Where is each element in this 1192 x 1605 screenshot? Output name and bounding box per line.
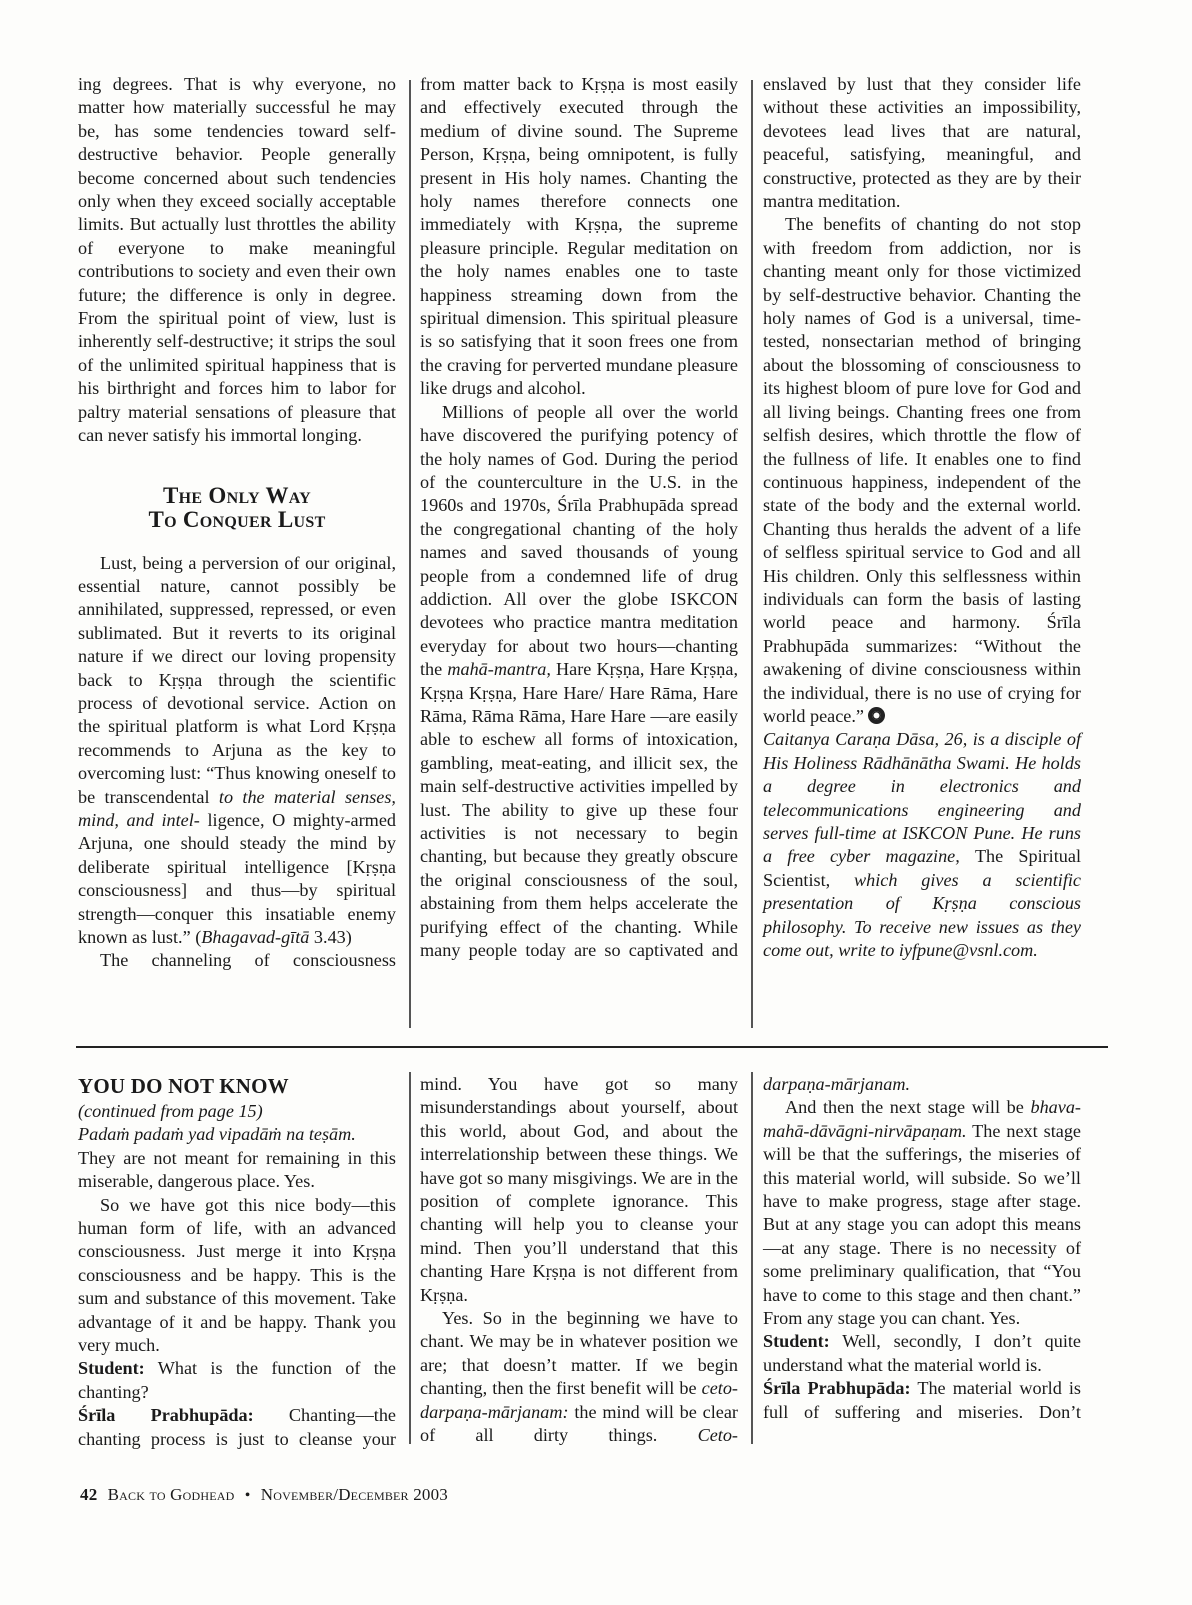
term-continuation <box>763 1073 1081 1096</box>
magazine-name: Back to Godhead <box>107 1485 235 1504</box>
text-run: Lust, being a perversion of our original, essential nature, cannot possibly be annihilated, suppressed, repressed, or even sublimated. But it reverts to its original nature if we direct our loving propensity back to Kṛṣṇa through the scientific process of devotional service. Action on the spiritual platform is what Lord Kṛṣṇa recommends to Arjuna as the key to overcoming lust: “Thus knowing oneself to be transcendental <box>78 552 396 807</box>
text-run: And then the next stage will be <box>785 1097 1031 1118</box>
bio-italic: Caitanya Caraṇa Dāsa, 26, is a disciple of His Holiness Rādhānātha Swami. He holds a degree in electronics and telecommunications engineering and serves full-time at ISKCON Pune. He runs a free cyber magazine, <box>763 729 1081 867</box>
body-paragraph: The channeling of consciousness <box>100 950 396 971</box>
sanskrit-term: bhava-mahā-dāvāgni-nirvāpaṇam. <box>763 1097 1081 1141</box>
body-paragraph: enslaved by lust that they consider life without these activities an impossibility, devotees lead lives that are natural, peaceful, satisfying, meaningful, and constructive, protected as they are by their mantra meditation. <box>763 74 1081 212</box>
article-separator-rule <box>76 1046 1108 1048</box>
sanskrit-term: Ceto- <box>697 1425 738 1446</box>
sanskrit-term: darpaṇa-mārjanam. <box>763 1074 911 1094</box>
article-title: YOU DO NOT KNOW <box>78 1074 289 1098</box>
text-run: Hare Kṛṣṇa, Hare Kṛṣṇa, Kṛṣṇa Kṛṣṇa, Hare Hare/ Hare Rāma, Hare Rāma, Rāma Rāma, Hare Hare —are easily able to eschew all forms of intoxication, gambling, meat-eating, and illicit sex, the main self-destructive activities impelled by lust. The ability to give up these four activities is not necessary to begin chanting, but because they greatly obscure the original consciousness of the soul, abstaining from them helps accelerate the purifying effect of the chanting. While many people today are so captivated and <box>420 659 738 961</box>
issue-date: November/December 2003 <box>260 1485 449 1504</box>
dialogue-text: Chanting—the chanting process is just to cleanse your <box>78 1405 397 1449</box>
body-paragraph <box>763 213 1081 728</box>
sanskrit-term: mahā-mantra, <box>447 659 551 680</box>
top-article-column-2 <box>420 73 738 962</box>
speaker-label: Śrīla Prabhupāda: <box>78 1405 254 1426</box>
citation-title: Bhagavad-gītā <box>201 927 310 947</box>
speaker-label: Student: <box>78 1358 145 1379</box>
bio-magazine-title: The Spiritual Scientist, <box>763 846 1082 890</box>
speaker-label: Śrīla Prabhupāda: <box>763 1378 911 1399</box>
lotus-end-mark-icon <box>868 707 885 724</box>
top-article-column-1 <box>78 73 396 973</box>
dialogue-prabhupada <box>763 1377 1081 1424</box>
section-subhead <box>78 484 396 532</box>
column-divider <box>409 1072 411 1444</box>
dialogue-text: Well, secondly, I don’t quite understand what the material world is. <box>763 1331 1081 1375</box>
sanskrit-verse: Padaṁ padaṁ yad vipadāṁ na teṣām. <box>78 1124 356 1145</box>
continued-from-label: (continued from page 15) <box>78 1101 263 1121</box>
citation-ref: 3.43) <box>309 927 352 947</box>
text-run: Millions of people all over the world have discovered the purifying potency of the holy names of God. During the period of the counterculture in the U.S. in the 1960s and 1970s, Śrīla Prabhupāda spread the congregational chanting of the holy names and saved thousands of young people from a condemned life of drug addiction. All over the globe ISKCON devotees who practice mantra meditation everyday for about two hours—chanting the <box>420 401 738 680</box>
text-run: ligence, O mighty-armed Arjuna, one should steady the mind by deliberate spiritual intelligence [Kṛṣṇa consciousness] and thus—by spiritual strength—conquer this insatiable enemy known as lust.” ( <box>78 809 396 947</box>
page-footer <box>80 1485 448 1505</box>
bottom-article-column-2 <box>420 1073 738 1448</box>
body-paragraph <box>78 552 396 950</box>
page-number: 42 <box>80 1485 98 1504</box>
sanskrit-term: ceto-darpaṇa-mārjanam: <box>420 1378 738 1422</box>
body-paragraph <box>420 1307 738 1447</box>
body-paragraph: mind. You have got so many misunderstandings about yourself, about this world, about God, and about the interrelationship between these things. We have got so many misgivings. We are in the position of complete ignorance. This chanting will help you to cleanse your mind. Then you’ll understand that this chanting Hare Kṛṣṇa is not different from Kṛṣṇa. <box>420 1074 738 1305</box>
body-paragraph <box>420 401 738 963</box>
speaker-label: Student: <box>763 1331 830 1352</box>
subhead-line: The Only Way <box>163 482 311 508</box>
text-run: The benefits of chanting do not stop with freedom from addiction, nor is chanting meant only for those victimized by self-destructive behavior. Chanting the holy names of God is a universal, time-tested, nonsectarian method of bringing about the blossoming of consciousness to its highest bloom of pure love for God and all living beings. Chanting frees one from selfish desires, which throttle the flow of the fullness of life. It enables one to find continuous happiness, independent of the state of the body and the external world. Chanting thus heralds the advent of a life of selfless spiritual service to God and all His children. Only this selflessness within individuals can form the basis of lasting world peace and harmony. Śrīla Prabhupāda summarizes: “Without the awakening of divine consciousness within the individual, there is no use of crying for world peace.” <box>763 214 1081 726</box>
dialogue-student <box>763 1330 1081 1377</box>
dialogue-text: What is the function of the chanting? <box>78 1358 396 1402</box>
author-bio <box>763 728 1081 962</box>
body-paragraph: They are not meant for remaining in this miserable, dangerous place. Yes. <box>78 1147 396 1192</box>
body-paragraph: ing degrees. That is why everyone, no matter how materially successful he may be, has some tendencies toward self-destructive behavior. People generally become concerned about such tendencies only when they exceed socially acceptable limits. But actually lust throttles the ability of everyone to make meaningful contributions to society and even their own future; the difference is only in degree. From the spiritual point of view, lust is inherently self-destructive; it strips the soul of the unlimited spiritual happiness that is his birthright and forces him to labor for paltry material sensations of pleasure that can never satisfy his immortal longing. <box>78 74 396 446</box>
dialogue-text: The material world is full of suffering and miseries. Don’t <box>763 1378 1082 1422</box>
column-divider <box>751 1072 753 1444</box>
column-divider <box>751 80 753 1028</box>
bottom-article-column-3 <box>763 1073 1081 1424</box>
body-paragraph <box>763 1096 1081 1330</box>
continued-note <box>78 1100 396 1123</box>
text-run: the mind will be clear of all dirty things. <box>420 1401 738 1446</box>
verse-line <box>78 1123 396 1146</box>
dialogue-student <box>78 1357 396 1404</box>
subhead-line: To Conquer Lust <box>148 506 326 532</box>
top-article-column-3 <box>763 73 1081 962</box>
bio-italic: which gives a scientific presentation of Kṛṣṇa conscious philosophy. To receive new issues as they come out, write to iyfpune@vsnl.com. <box>763 869 1081 961</box>
body-paragraph: So we have got this nice body—this human form of life, with an advanced consciousness. Just merge it into Kṛṣṇa consciousness and be happy. This is the sum and substance of this movement. Take advantage of it and be happy. Thank you very much. <box>78 1194 396 1356</box>
dialogue-prabhupada <box>78 1404 396 1451</box>
column-divider <box>409 80 411 1028</box>
body-paragraph: from matter back to Kṛṣṇa is most easily and effectively executed through the medium of divine sound. The Supreme Person, Kṛṣṇa, being omnipotent, is fully present in His holy names. Chanting the holy names therefore connects one immediately with Kṛṣṇa, the supreme pleasure principle. Regular meditation on the holy names enables one to taste happiness streaming down from the spiritual dimension. This spiritual pleasure is so satisfying that it soon frees one from the craving for perverted mundane pleasure like drugs and alcohol. <box>420 74 738 399</box>
quote-italic: to the material senses, mind, and intel- <box>78 786 396 830</box>
text-run: Yes. So in the beginning we have to chant. We may be in whatever position we are; that doesn’t matter. If we begin chanting, then the first benefit will be <box>420 1308 738 1399</box>
footer-separator: • <box>244 1487 251 1504</box>
text-run: The next stage will be that the sufferings, the miseries of this material world, will subside. So we’ll have to make progress, stage after stage. But at any stage you can adopt this means—at any stage. There is no necessity of some preliminary qualification, that “You have to come to this stage and then chant.” From any stage you can chant. Yes. <box>763 1120 1081 1329</box>
bottom-article-column-1 <box>78 1073 396 1451</box>
